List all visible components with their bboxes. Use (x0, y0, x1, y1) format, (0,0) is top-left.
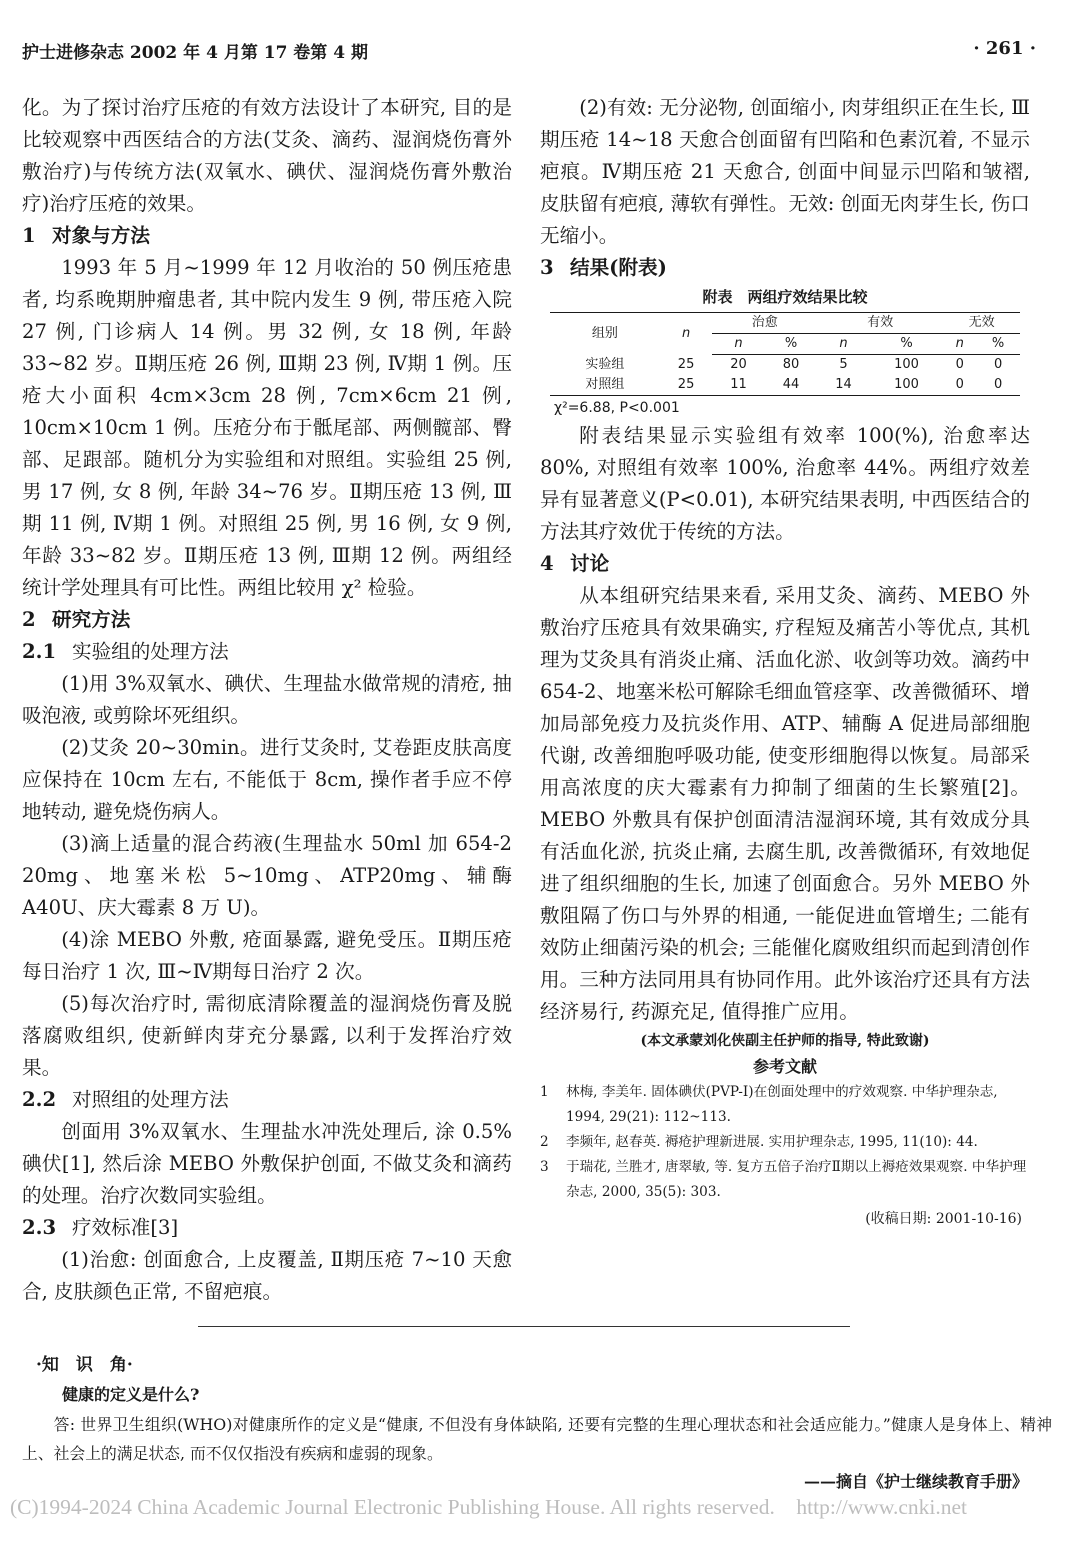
reference-item (540, 1130, 1030, 1155)
page-number: · 261 · (973, 38, 1036, 59)
method-step-5: (5)每次治疗时, 需彻底清除覆盖的湿润烧伤膏及脱落腐败组织, 使新鲜肉芽充分暴露, 以利于发挥治疗效果。 (22, 992, 512, 1079)
reference-text: 于瑞花, 兰胜才, 唐翠敏, 等. 复方五倍子治疗Ⅱ期以上褥疮效果观察. 中华护理杂志, 2000, 35(5): 303. (566, 1159, 1027, 1200)
table-cell: 0 (943, 375, 976, 396)
table-cell: 100 (894, 357, 919, 372)
table-caption: 附表 两组疗效结果比较 (702, 288, 868, 306)
reference-item (540, 1080, 1030, 1130)
corner-label: ·知 识 角· (36, 1355, 133, 1375)
reference-number: 3 (540, 1159, 549, 1175)
table-cell: 20 (730, 357, 747, 372)
subheader-n: n (712, 334, 764, 355)
header-cure: 治愈 (712, 313, 817, 334)
reference-item (540, 1155, 1030, 1205)
header-invalid: 无效 (943, 313, 1020, 334)
subsection-title: 疗效标准[3] (72, 1216, 179, 1239)
criteria-effective-paragraph: (2)有效: 无分泌物, 创面缩小, 肉芽组织正在生长, Ⅲ期压疮 14~18 天愈合创面留有凹陷和色素沉着, 不显示疤痕。Ⅳ期压疮 21 天愈合, 创面中间显示凹陷和皱褶, 皮肤留有疤痕, 薄软有弹性。无效: 创面无肉芽生长, 伤口无缩小。 (540, 96, 1030, 247)
right-column (540, 92, 1030, 1233)
table-cell: 100 (870, 375, 944, 396)
method-step-4: (4)涂 MEBO 外敷, 疮面暴露, 避免受压。Ⅱ期压疮每日治疗 1 次, Ⅲ~Ⅳ期每日治疗 2 次。 (22, 928, 512, 983)
section-number: 1 (22, 224, 36, 247)
acknowledgement: (本文承蒙刘化侠副主任护师的指导, 特此致谢) (640, 1033, 930, 1049)
table-cell: 80 (782, 357, 800, 372)
reference-text: 李频年, 赵春英. 褥疮护理新进展. 实用护理杂志, 1995, 11(10): 44. (566, 1134, 978, 1150)
section-3-heading (540, 252, 1030, 284)
results-paragraph: 附表结果显示实验组有效率 100(%), 治愈率达 80%, 对照组有效率 100%, 治愈率 44%。两组疗效差异有显著意义(P<0.01), 本研究结果表明, 中西医结合的方法其疗效优于传统的方法。 (540, 424, 1030, 543)
discussion-paragraph: 从本组研究结果来看, 采用艾灸、滴药、MEBO 外敷治疗压疮具有效果确实, 疗程短及痛苦小等优点, 其机理为艾灸具有消炎止痛、活血化淤、收剑等功效。滴药中 654-2、地塞米松可解除毛细血管痉挛、改善微循环、增加局部免疫力及抗炎作用、ATP、辅酶 A 促进局部细胞代谢, 改善细胞呼吸功能, 使变形细胞得以恢复。局部采用高浓度的庆大霉素有力抑制了细菌的生长繁殖[2]。MEBO 外敷具有保护创面清洁湿润环境, 其有效成分具有活血化淤, 抗炎止痛, 去腐生肌, 改善微循环, 有效地促进了组织细胞的生长, 加速了创面愈合。另外 MEBO 外敷阻隔了伤口与外界的相通, 一能促进血管增生; 二能有效防止细菌污染的机会; 三能催化腐败组织而起到清创作用。三种方法同用具有协同作用。此外该治疗还具有方法经济易行, 药源充足, 值得推广应用。 (540, 584, 1030, 1023)
table-cell: 14 (817, 375, 869, 396)
section-number: 3 (540, 256, 554, 279)
corner-source: ——摘自《护士继续教育手册》 (803, 1472, 1028, 1491)
table-cell: 25 (677, 356, 695, 372)
knowledge-corner (22, 1352, 1052, 1496)
subsection-title: 实验组的处理方法 (72, 640, 229, 663)
method-step-2: (2)艾灸 20~30min。进行艾灸时, 艾卷距皮肤高度应保持在 10cm 左右, 不能低于 8cm, 操作者手应不停地转动, 避免烧伤病人。 (22, 736, 512, 823)
section-2-heading (22, 604, 512, 636)
corner-question: 健康的定义是什么? (62, 1385, 200, 1404)
intro-paragraph: 化。为了探讨治疗压疮的有效方法设计了本研究, 目的是比较观察中西医结合的方法(艾灸、滴药、湿润烧伤膏外敷治疗)与传统方法(双氧水、碘伏、湿润烧伤膏外敷治疗)治疗压疮的效果。 (22, 96, 512, 215)
table-cell: 25 (660, 375, 712, 396)
table-cell: 5 (839, 357, 848, 372)
section-1-heading (22, 220, 512, 252)
section-divider (198, 1326, 850, 1327)
reference-number: 2 (540, 1134, 549, 1150)
reference-number: 1 (540, 1084, 549, 1100)
section-number: 2 (22, 608, 36, 631)
table-header-row (550, 313, 1020, 334)
header-effective: 有效 (817, 313, 943, 334)
method-step-1: (1)用 3%双氧水、碘伏、生理盐水做常规的清疮, 抽吸泡液, 或剪除坏死组织。 (22, 672, 512, 727)
header-group: 组别 (550, 313, 660, 355)
method-step-3: (3)滴上适量的混合药液(生理盐水 50ml 加 654-2 20mg、地塞米松 5~10mg、ATP20mg、辅酶 A40U、庆大霉素 8 万 U)。 (22, 832, 512, 919)
subheader-n: n (943, 334, 976, 355)
journal-title: 护士进修杂志 2002 年 4 月第 17 卷第 4 期 (22, 43, 368, 63)
table-cell: 44 (765, 375, 817, 396)
received-date: (收稿日期: 2001-10-16) (865, 1211, 1022, 1227)
section-1-paragraph: 1993 年 5 月~1999 年 12 月收治的 50 例压疮患者, 均系晚期肿瘤患者, 其中院内发生 9 例, 带压疮入院 27 例, 门诊病人 14 例。男 32 例, 女 18 例, 年龄 33~82 岁。Ⅱ期压疮 26 例, Ⅲ期 23 例, Ⅳ期 1 例。压疮大小面积 4cm×3cm 28 例, 7cm×6cm 21 例, 10cm×10cm 1 例。压疮分布于骶尾部、两侧髋部、臀部、足跟部。随机分为实验组和对照组。实验组 25 例, 男 17 例, 女 8 例, 年龄 34~76 岁。Ⅱ期压疮 13 例, Ⅲ期 11 例, Ⅳ期 1 例。对照组 25 例, 男 16 例, 女 9 例, 年龄 33~82 岁。Ⅱ期压疮 13 例, Ⅲ期 12 例。两组经统计学处理具有可比性。两组比较用 χ² 检验。 (22, 256, 512, 599)
subheader-pct: % (870, 334, 944, 355)
subheader-pct: % (976, 334, 1020, 355)
subsection-number: 2.3 (22, 1216, 57, 1239)
left-column (22, 92, 512, 1308)
section-title: 讨论 (570, 552, 610, 575)
results-table (550, 312, 1020, 396)
subheader-pct: % (765, 334, 817, 355)
page-header (22, 38, 1036, 66)
section-2-1-heading (22, 636, 512, 668)
section-title: 研究方法 (52, 608, 131, 631)
table-row (550, 375, 1020, 396)
table-cell: 0 (955, 357, 964, 372)
corner-answer: 答: 世界卫生组织(WHO)对健康所作的定义是“健康, 不但没有身体缺陷, 还要有完整的生理心理状态和社会适应能力。”健康人是身体上、精神上、社会上的满足状态, 而不仅仅指没有疾病和虚弱的现象。 (22, 1415, 1052, 1463)
criteria-cure-paragraph: (1)治愈: 创面愈合, 上皮覆盖, Ⅱ期压疮 7~10 天愈合, 皮肤颜色正常, 不留疤痕。 (22, 1248, 512, 1303)
section-2-3-heading (22, 1212, 512, 1244)
subheader-n: n (817, 334, 869, 355)
table-cell: 11 (712, 375, 764, 396)
section-2-2-heading (22, 1084, 512, 1116)
subsection-title: 对照组的处理方法 (72, 1088, 229, 1111)
reference-text: 林梅, 李美年. 固体碘伏(PVP-I)在创面处理中的疗效观察. 中华护理杂志, 1994, 29(21): 112~113. (566, 1084, 998, 1125)
table-cell: 对照组 (550, 375, 660, 396)
table-row (550, 355, 1020, 376)
table-cell: 0 (993, 357, 1003, 372)
table-cell: 0 (976, 375, 1020, 396)
copyright-watermark: (C)1994-2024 China Academic Journal Electronic Publishing House. All rights reserved. http://www.cnki.net (10, 1495, 967, 1519)
subsection-number: 2.2 (22, 1088, 57, 1111)
table-cell: 实验组 (585, 356, 625, 372)
header-n: n (660, 313, 712, 355)
table-statistic: χ²=6.88, P<0.001 (554, 400, 680, 416)
references-heading: 参考文献 (752, 1057, 817, 1076)
subsection-number: 2.1 (22, 640, 57, 663)
section-title: 对象与方法 (52, 224, 150, 247)
section-4-heading (540, 548, 1030, 580)
section-title: 结果(附表) (570, 256, 667, 279)
section-number: 4 (540, 552, 554, 575)
control-method-paragraph: 创面用 3%双氧水、生理盐水冲洗处理后, 涂 0.5%碘伏[1], 然后涂 MEBO 外敷保护创面, 不做艾灸和滴药的处理。治疗次数同实验组。 (22, 1120, 512, 1207)
